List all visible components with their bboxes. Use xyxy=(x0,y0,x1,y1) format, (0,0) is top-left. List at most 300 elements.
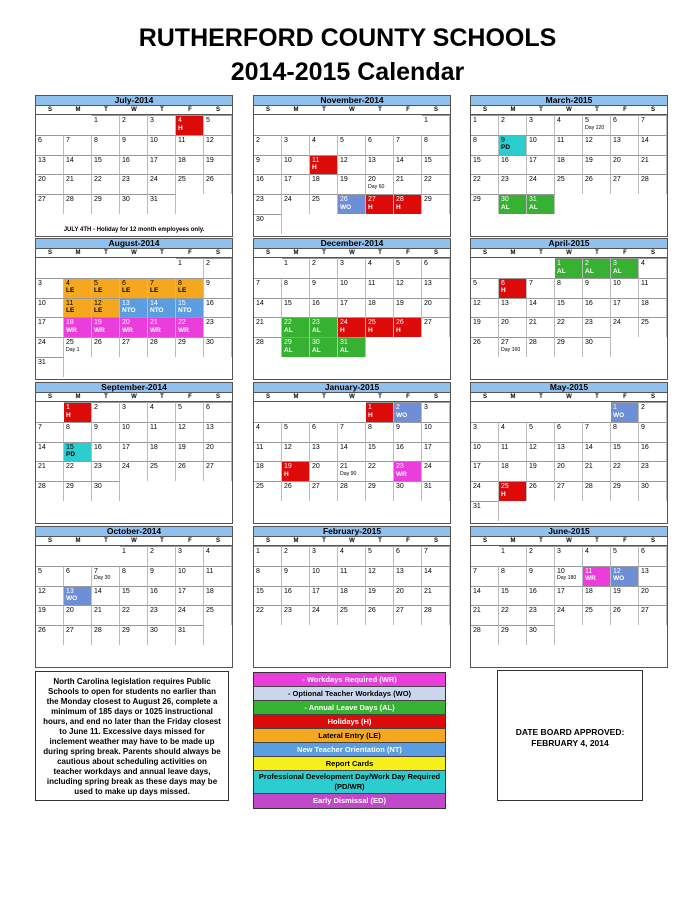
day-number: 3 xyxy=(122,404,126,411)
day-number: 30 xyxy=(256,216,264,223)
day-number: 12 xyxy=(284,443,292,451)
day-number: 11 xyxy=(368,279,376,287)
day-number: 21 xyxy=(38,463,46,471)
day-cell xyxy=(120,442,148,462)
day-number: 16 xyxy=(94,443,102,451)
day-number: 6 xyxy=(368,136,372,144)
day-cell xyxy=(611,442,639,462)
day-number: 6 xyxy=(66,567,70,575)
day-cell xyxy=(120,402,148,422)
day-number: 30 xyxy=(529,627,537,635)
month-days xyxy=(253,115,451,237)
day-number: 5 xyxy=(178,404,182,411)
day-cell xyxy=(64,625,92,645)
day-cell xyxy=(310,174,338,194)
day-number: 1 xyxy=(424,117,428,124)
day-cell xyxy=(471,317,499,337)
day-number: 10 xyxy=(340,279,348,287)
day-number: 23 xyxy=(396,463,404,471)
day-number: 19 xyxy=(178,443,186,451)
day-number: 9 xyxy=(256,156,260,164)
weekday-label: F xyxy=(623,394,627,400)
weekday-header xyxy=(35,393,233,402)
day-number: 26 xyxy=(613,607,621,615)
day-cell xyxy=(366,317,394,337)
day-code: H xyxy=(66,411,71,419)
day-number: 6 xyxy=(122,279,126,287)
day-cell xyxy=(366,174,394,194)
day-number: 18 xyxy=(557,156,565,164)
day-number: 21 xyxy=(66,176,74,184)
day-code: LE xyxy=(178,287,187,295)
day-cell xyxy=(583,586,611,606)
day-number: 20 xyxy=(368,176,376,184)
day-cell xyxy=(394,135,422,155)
day-cell xyxy=(254,278,282,298)
day-cell xyxy=(471,501,499,521)
day-number: 8 xyxy=(178,279,182,287)
day-code: H xyxy=(368,411,373,419)
weekday-label: M xyxy=(510,107,516,113)
day-cell xyxy=(639,298,667,318)
day-number: 12 xyxy=(206,136,214,144)
weekday-label: M xyxy=(510,394,516,400)
day-number: 17 xyxy=(312,587,320,595)
day-cell xyxy=(176,115,204,135)
day-number: 27 xyxy=(66,627,74,635)
day-number: 13 xyxy=(122,299,130,307)
day-cell xyxy=(204,605,232,625)
day-cell xyxy=(120,135,148,155)
day-number: 19 xyxy=(340,176,348,184)
day-cell xyxy=(611,566,639,586)
day-number: 3 xyxy=(613,260,617,267)
day-cell xyxy=(254,155,282,175)
day-cell xyxy=(148,194,176,214)
day-cell xyxy=(394,317,422,337)
day-number: 2 xyxy=(501,117,505,124)
day-cell xyxy=(310,422,338,442)
day-cell xyxy=(639,422,667,442)
day-cell xyxy=(282,422,310,442)
day-number: 6 xyxy=(613,117,617,124)
day-cell xyxy=(204,546,232,566)
day-cell xyxy=(120,298,148,318)
day-cell xyxy=(148,155,176,175)
day-number: 20 xyxy=(38,176,46,184)
day-cell xyxy=(120,566,148,586)
day-number: 24 xyxy=(473,483,481,491)
weekday-label: F xyxy=(406,394,410,400)
day-number: 27 xyxy=(396,607,404,615)
day-number: 2 xyxy=(396,404,400,411)
day-cell xyxy=(148,605,176,625)
day-cell xyxy=(204,174,232,194)
day-cell xyxy=(204,317,232,337)
day-cell xyxy=(555,442,583,462)
day-cell xyxy=(120,461,148,481)
day-cell xyxy=(611,586,639,606)
month-days xyxy=(253,546,451,668)
day-cell xyxy=(471,586,499,606)
weekday-label: S xyxy=(482,250,487,256)
day-cell xyxy=(36,442,64,462)
day-code: WO xyxy=(396,411,408,419)
day-number: 28 xyxy=(66,196,74,204)
weekday-label: T xyxy=(378,394,382,400)
day-cell xyxy=(176,155,204,175)
legend-item: New Teacher Orientation (NT) xyxy=(254,743,445,757)
day-code: AL xyxy=(312,326,321,334)
day-cell xyxy=(176,317,204,337)
weekday-label: F xyxy=(406,250,410,256)
day-cell xyxy=(36,278,64,298)
day-number: 27 xyxy=(641,607,649,615)
page-subtitle: 2014-2015 Calendar xyxy=(230,58,465,86)
day-cell xyxy=(36,422,64,442)
day-cell xyxy=(471,481,499,501)
day-cell xyxy=(282,278,310,298)
month-title: April-2015 xyxy=(470,238,668,249)
day-cell xyxy=(366,566,394,586)
day-note: Day 160 xyxy=(501,346,521,353)
day-cell xyxy=(282,586,310,606)
day-number: 4 xyxy=(312,136,316,144)
month-title: June-2015 xyxy=(470,526,668,537)
day-cell xyxy=(394,605,422,625)
weekday-header xyxy=(253,537,451,546)
day-number: 23 xyxy=(312,319,320,327)
day-note: Day 30 xyxy=(94,575,111,582)
day-number: 16 xyxy=(529,587,537,595)
day-number: 29 xyxy=(122,627,130,635)
weekday-label: S xyxy=(482,394,487,400)
day-number: 25 xyxy=(368,319,376,327)
day-cell xyxy=(639,317,667,337)
day-number: 5 xyxy=(613,548,617,555)
day-number: 13 xyxy=(396,567,404,575)
weekday-label: S xyxy=(265,250,270,256)
day-cell xyxy=(254,194,282,214)
day-cell xyxy=(639,586,667,606)
month-days xyxy=(35,546,233,668)
day-number: 8 xyxy=(424,136,428,144)
weekday-label: M xyxy=(293,107,299,113)
day-cell xyxy=(282,258,310,278)
day-number: 14 xyxy=(340,443,348,451)
day-number: 1 xyxy=(94,117,98,124)
weekday-label: S xyxy=(482,107,487,113)
weekday-label: T xyxy=(595,250,599,256)
day-cell xyxy=(310,586,338,606)
day-number: 16 xyxy=(150,587,158,595)
day-number: 8 xyxy=(284,279,288,287)
day-number: 2 xyxy=(641,404,645,411)
weekday-header xyxy=(470,537,668,546)
day-code: H xyxy=(284,470,289,478)
day-number: 14 xyxy=(641,136,649,144)
day-cell xyxy=(639,278,667,298)
weekday-label: T xyxy=(378,538,382,544)
day-cell xyxy=(394,461,422,481)
day-cell xyxy=(310,546,338,566)
weekday-label: T xyxy=(595,538,599,544)
day-cell xyxy=(36,461,64,481)
day-number: 10 xyxy=(178,567,186,575)
day-cell xyxy=(176,586,204,606)
day-cell xyxy=(254,566,282,586)
day-cell xyxy=(64,317,92,337)
day-number: 5 xyxy=(284,423,288,431)
day-number: 3 xyxy=(529,117,533,124)
day-cell xyxy=(499,546,527,566)
day-cell xyxy=(254,442,282,462)
day-cell xyxy=(611,605,639,625)
day-cell xyxy=(282,461,310,481)
day-code: LE xyxy=(94,307,103,315)
day-cell xyxy=(148,174,176,194)
weekday-label: W xyxy=(566,394,572,400)
weekday-label: T xyxy=(378,250,382,256)
day-cell xyxy=(148,625,176,645)
day-number: 5 xyxy=(396,260,400,267)
day-cell xyxy=(611,135,639,155)
day-note: Day 60 xyxy=(368,183,385,190)
day-number: 9 xyxy=(641,423,645,431)
day-cell xyxy=(422,402,450,422)
month-title: July-2014 xyxy=(35,95,233,106)
day-number: 26 xyxy=(396,319,404,327)
day-cell xyxy=(471,461,499,481)
day-number: 4 xyxy=(66,279,70,287)
month-title: August-2014 xyxy=(35,238,233,249)
day-number: 3 xyxy=(340,260,344,267)
day-cell xyxy=(36,337,64,357)
month-days xyxy=(470,115,668,237)
day-number: 17 xyxy=(557,587,565,595)
day-number: 25 xyxy=(150,463,158,471)
weekday-label: S xyxy=(215,250,220,256)
day-cell xyxy=(176,402,204,422)
day-cell xyxy=(611,278,639,298)
day-number: 12 xyxy=(585,136,593,144)
day-cell xyxy=(394,174,422,194)
day-cell xyxy=(338,337,366,357)
month-title: September-2014 xyxy=(35,382,233,393)
weekday-label: F xyxy=(188,394,192,400)
day-cell xyxy=(338,586,366,606)
day-number: 5 xyxy=(38,567,42,575)
day-number: 16 xyxy=(641,443,649,451)
day-cell xyxy=(338,481,366,501)
day-number: 13 xyxy=(424,279,432,287)
day-cell xyxy=(92,442,120,462)
weekday-label: F xyxy=(623,107,627,113)
day-number: 22 xyxy=(501,607,509,615)
day-cell xyxy=(64,174,92,194)
weekday-label: W xyxy=(349,107,355,113)
day-number: 26 xyxy=(94,339,102,347)
month-footnote: JULY 4TH - Holiday for 12 month employees only. xyxy=(63,227,205,233)
day-number: 18 xyxy=(178,156,186,164)
day-number: 1 xyxy=(66,404,70,411)
day-code: AL xyxy=(501,203,510,211)
day-cell xyxy=(176,461,204,481)
day-cell xyxy=(254,546,282,566)
weekday-label: F xyxy=(623,250,627,256)
day-number: 5 xyxy=(94,279,98,287)
day-number: 14 xyxy=(473,587,481,595)
day-cell xyxy=(254,174,282,194)
day-cell xyxy=(555,174,583,194)
day-cell xyxy=(120,546,148,566)
day-number: 19 xyxy=(529,463,537,471)
day-number: 11 xyxy=(557,136,565,144)
day-number: 18 xyxy=(501,463,509,471)
day-number: 31 xyxy=(340,339,348,347)
day-cell xyxy=(64,337,92,357)
month-title: January-2015 xyxy=(253,382,451,393)
day-number: 27 xyxy=(312,483,320,491)
day-number: 13 xyxy=(368,156,376,164)
day-cell xyxy=(394,155,422,175)
day-number: 22 xyxy=(424,176,432,184)
day-code: WR xyxy=(150,326,161,334)
day-cell xyxy=(176,337,204,357)
day-number: 20 xyxy=(66,607,74,615)
day-cell xyxy=(471,155,499,175)
day-cell xyxy=(639,258,667,278)
day-cell xyxy=(499,135,527,155)
day-number: 24 xyxy=(178,607,186,615)
day-number: 17 xyxy=(178,587,186,595)
day-note: Day 90 xyxy=(340,470,357,477)
weekday-header xyxy=(470,106,668,115)
day-number: 13 xyxy=(557,443,565,451)
day-number: 19 xyxy=(396,299,404,307)
day-number: 21 xyxy=(473,607,481,615)
day-cell xyxy=(338,461,366,481)
day-cell xyxy=(471,135,499,155)
day-number: 27 xyxy=(424,319,432,327)
day-cell xyxy=(555,258,583,278)
day-number: 30 xyxy=(501,196,509,204)
day-cell xyxy=(92,317,120,337)
weekday-label: F xyxy=(188,107,192,113)
day-number: 1 xyxy=(613,404,617,411)
day-number: 28 xyxy=(473,627,481,635)
day-cell xyxy=(394,566,422,586)
day-number: 14 xyxy=(529,299,537,307)
day-cell xyxy=(471,605,499,625)
day-cell xyxy=(639,442,667,462)
day-number: 29 xyxy=(94,196,102,204)
day-number: 24 xyxy=(284,196,292,204)
day-number: 26 xyxy=(585,176,593,184)
day-cell xyxy=(583,605,611,625)
day-number: 4 xyxy=(557,117,561,124)
day-cell xyxy=(310,258,338,278)
weekday-label: T xyxy=(539,250,543,256)
day-cell xyxy=(310,481,338,501)
day-code: NTO xyxy=(150,307,164,315)
day-cell xyxy=(499,566,527,586)
day-number: 5 xyxy=(340,136,344,144)
day-cell xyxy=(366,546,394,566)
day-code: AL xyxy=(529,203,538,211)
day-number: 2 xyxy=(284,548,288,555)
day-code: WR xyxy=(66,326,77,334)
legend-item: - Optional Teacher Workdays (WO) xyxy=(254,687,445,701)
day-number: 31 xyxy=(424,483,432,491)
day-number: 11 xyxy=(206,567,214,575)
day-cell xyxy=(527,442,555,462)
day-cell xyxy=(527,174,555,194)
day-cell xyxy=(422,194,450,214)
weekday-header xyxy=(35,249,233,258)
day-number: 24 xyxy=(613,319,621,327)
day-cell xyxy=(254,422,282,442)
day-number: 4 xyxy=(501,423,505,431)
day-cell xyxy=(148,461,176,481)
day-cell xyxy=(92,586,120,606)
day-cell xyxy=(366,194,394,214)
day-number: 6 xyxy=(557,423,561,431)
month-days xyxy=(35,402,233,524)
day-cell xyxy=(422,258,450,278)
day-cell xyxy=(611,174,639,194)
day-cell xyxy=(394,481,422,501)
day-cell xyxy=(204,258,232,278)
day-cell xyxy=(527,278,555,298)
weekday-label: M xyxy=(75,107,81,113)
month-title: May-2015 xyxy=(470,382,668,393)
weekday-label: F xyxy=(406,107,410,113)
day-number: 7 xyxy=(94,567,98,575)
month-calendar xyxy=(35,382,233,524)
day-number: 22 xyxy=(256,607,264,615)
day-cell xyxy=(499,605,527,625)
day-cell xyxy=(394,194,422,214)
day-cell xyxy=(527,422,555,442)
day-cell xyxy=(499,586,527,606)
day-cell xyxy=(394,278,422,298)
day-number: 16 xyxy=(396,443,404,451)
day-number: 20 xyxy=(312,463,320,471)
day-number: 22 xyxy=(473,176,481,184)
day-cell xyxy=(422,566,450,586)
day-cell xyxy=(92,135,120,155)
day-number: 25 xyxy=(206,607,214,615)
day-cell xyxy=(36,605,64,625)
day-number: 18 xyxy=(66,319,74,327)
day-number: 21 xyxy=(585,463,593,471)
day-number: 16 xyxy=(206,299,214,307)
day-cell xyxy=(64,605,92,625)
day-number: 5 xyxy=(368,548,372,555)
day-cell xyxy=(611,481,639,501)
month-title: December-2014 xyxy=(253,238,451,249)
day-code: WR xyxy=(396,470,407,478)
day-number: 11 xyxy=(150,423,158,431)
day-number: 20 xyxy=(613,156,621,164)
day-number: 11 xyxy=(256,443,264,451)
day-cell xyxy=(422,586,450,606)
day-cell xyxy=(204,461,232,481)
day-number: 8 xyxy=(368,423,372,431)
day-cell xyxy=(555,605,583,625)
day-number: 17 xyxy=(473,463,481,471)
